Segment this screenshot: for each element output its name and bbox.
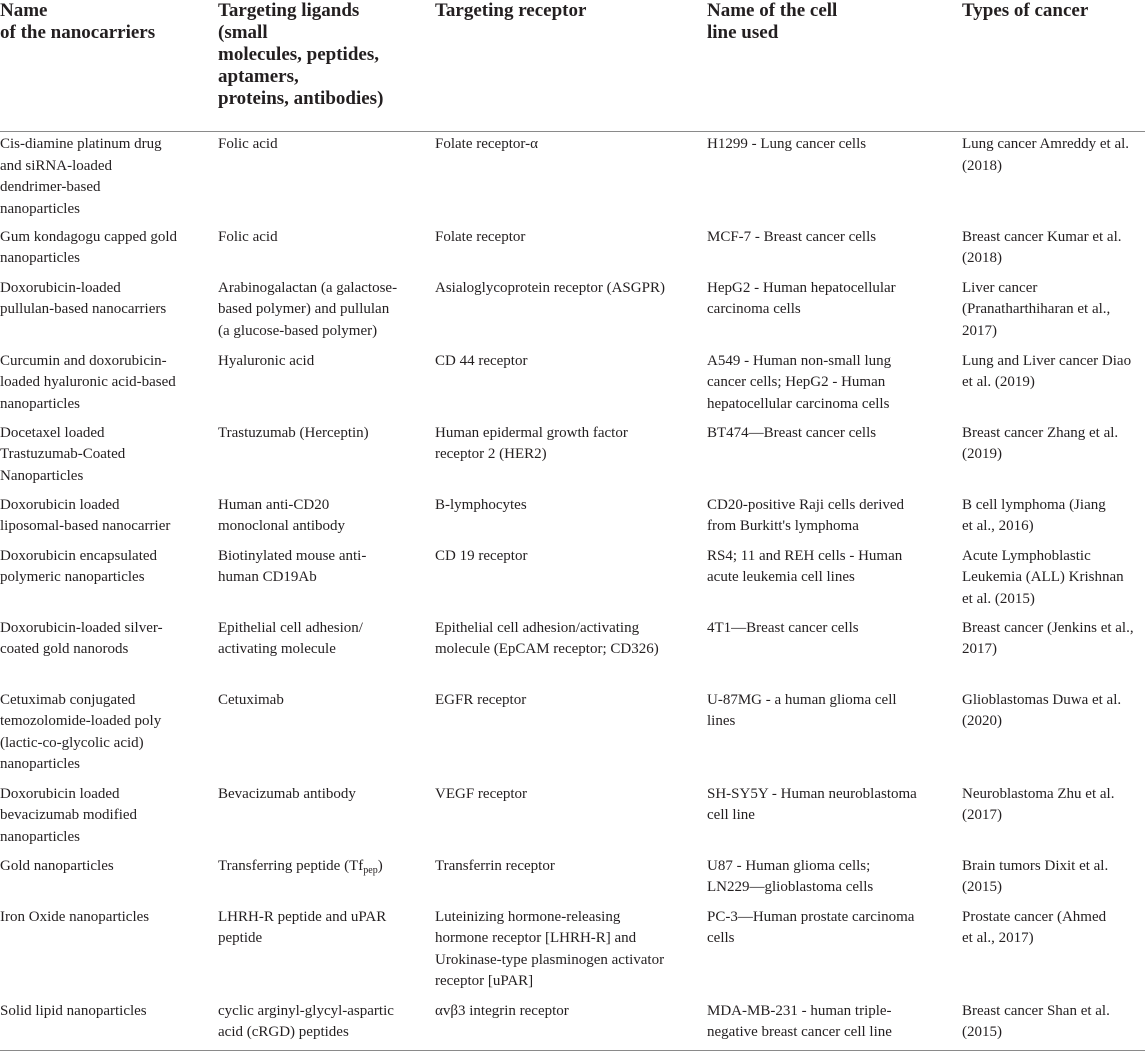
cell-ligand: Folic acid xyxy=(218,136,278,152)
table-row xyxy=(0,421,1145,493)
cell-cell-line: PC-3—Human prostate carcinoma cells xyxy=(707,908,915,946)
ligand-subscript: pep xyxy=(363,864,378,876)
cell-ligand: Epithelial cell adhesion/ activating molecule xyxy=(218,619,363,657)
cell-ligand: cyclic arginyl-glycyl-aspartic acid (cRGD) peptides xyxy=(218,999,435,1051)
cell-cancer: Prostate cancer (Ahmed et al., 2017) xyxy=(962,908,1107,946)
cell-receptor: Folate receptor-α xyxy=(435,136,538,152)
cell-nanocarrier: Docetaxel loaded Trastuzumab-Coated Nanoparticles xyxy=(0,424,126,484)
table-row xyxy=(0,544,1145,616)
cell-receptor: B-lymphocytes xyxy=(435,496,527,513)
cell-cancer: Breast cancer Zhang et al. (2019) xyxy=(962,424,1119,462)
cell-cancer: Neuroblastoma Zhu et al. (2017) xyxy=(962,785,1115,823)
cell-cancer: Brain tumors Dixit et al. (2015) xyxy=(962,857,1109,895)
cell-cancer: Lung and Liver cancer Diao et al. (2019) xyxy=(962,352,1132,390)
cell-cell-line: MDA-MB-231 - human triple- negative breast cancer cell line xyxy=(707,999,962,1051)
cell-ligand: Arabinogalactan (a galactose- based polymer) and pullulan (a glucose-based polymer) xyxy=(218,279,398,339)
cell-nanocarrier: Cetuximab conjugated temozolomide-loaded poly (lactic-co-glycolic acid) nanoparticles xyxy=(0,691,162,772)
table-row xyxy=(0,349,1145,421)
table-row xyxy=(0,276,1145,349)
cell-receptor: CD 19 receptor xyxy=(435,547,528,564)
cell-cancer: Glioblastomas Duwa et al. (2020) xyxy=(962,691,1122,729)
table-row xyxy=(0,493,1145,544)
cell-ligand: LHRH-R peptide and uPAR peptide xyxy=(218,908,387,946)
cell-nanocarrier: Gum kondagogu capped gold nanoparticles xyxy=(0,228,178,266)
table-row xyxy=(0,688,1145,782)
cell-cell-line: MCF-7 - Breast cancer cells xyxy=(707,228,877,245)
cell-receptor: VEGF receptor xyxy=(435,785,528,802)
cell-nanocarrier: Iron Oxide nanoparticles xyxy=(0,908,150,925)
cell-nanocarrier: Gold nanoparticles xyxy=(0,857,114,874)
cell-cell-line: U87 - Human glioma cells; LN229—glioblastoma cells xyxy=(707,857,874,895)
cell-cell-line: HepG2 - Human hepatocellular carcinoma cells xyxy=(707,279,896,317)
table-header xyxy=(0,0,1145,132)
cell-cancer: Acute Lymphoblastic Leukemia (ALL) Krishnan et al. (2015) xyxy=(962,547,1124,607)
cell-nanocarrier: Doxorubicin-loaded pullulan-based nanocarriers xyxy=(0,279,167,317)
header-receptor: Targeting receptor xyxy=(435,0,707,132)
cell-nanocarrier: Curcumin and doxorubicin- loaded hyaluronic acid-based nanoparticles xyxy=(0,352,176,412)
cell-cell-line: H1299 - Lung cancer cells xyxy=(707,136,867,152)
cell-cell-line: BT474—Breast cancer cells xyxy=(707,424,877,441)
table-row xyxy=(0,854,1145,905)
ligand-text: Transferring peptide (Tf xyxy=(218,857,364,874)
cell-receptor: CD 44 receptor xyxy=(435,352,528,369)
cell-receptor: Human epidermal growth factor receptor 2 (HER2) xyxy=(435,424,628,462)
cell-ligand: Trastuzumab (Herceptin) xyxy=(218,424,369,441)
cell-nanocarrier: Solid lipid nanoparticles xyxy=(0,999,218,1051)
cell-nanocarrier: Doxorubicin loaded liposomal-based nanocarrier xyxy=(0,496,171,534)
cell-ligand: Cetuximab xyxy=(218,691,284,708)
cell-cell-line: U-87MG - a human glioma cell lines xyxy=(707,691,897,729)
header-ligand: Targeting ligands (small molecules, peptides, aptamers, proteins, antibodies) xyxy=(218,0,435,132)
cell-receptor: EGFR receptor xyxy=(435,691,527,708)
table-row xyxy=(0,999,1145,1051)
table-row xyxy=(0,782,1145,854)
cell-ligand xyxy=(218,854,435,905)
cell-cancer: Breast cancer Shan et al. (2015) xyxy=(962,999,1145,1051)
cell-nanocarrier: Doxorubicin encapsulated polymeric nanoparticles xyxy=(0,547,158,585)
cell-receptor: Epithelial cell adhesion/activating molecule (EpCAM receptor; CD326) xyxy=(435,619,659,657)
cell-cell-line: SH-SY5Y - Human neuroblastoma cell line xyxy=(707,785,917,823)
cell-ligand: Bevacizumab antibody xyxy=(218,785,356,802)
cell-cancer: Lung cancer Amreddy et al. (2018) xyxy=(962,136,1130,174)
header-cancer: Types of cancer xyxy=(962,0,1145,132)
header-cell-line: Name of the cell line used xyxy=(707,0,962,132)
cell-cell-line: CD20-positive Raji cells derived from Burkitt's lymphoma xyxy=(707,496,905,534)
table-row xyxy=(0,905,1145,999)
cell-cell-line: A549 - Human non-small lung cancer cells; HepG2 - Human hepatocellular carcinoma cells xyxy=(707,352,892,412)
cell-receptor: Folate receptor xyxy=(435,228,526,245)
cell-cell-line: RS4; 11 and REH cells - Human acute leukemia cell lines xyxy=(707,547,903,585)
cell-cell-line: 4T1—Breast cancer cells xyxy=(707,619,859,636)
cell-ligand: Human anti-CD20 monoclonal antibody xyxy=(218,496,346,534)
cell-cancer: B cell lymphoma (Jiang et al., 2016) xyxy=(962,496,1106,534)
cell-cancer: Breast cancer (Jenkins et al., 2017) xyxy=(962,619,1134,657)
table-body xyxy=(0,132,1145,1051)
header-nanocarrier: Name of the nanocarriers xyxy=(0,0,218,132)
cell-cancer: Liver cancer (Pranatharthiharan et al., 2017) xyxy=(962,279,1111,339)
cell-receptor: Asialoglycoprotein receptor (ASGPR) xyxy=(435,279,665,296)
table-row xyxy=(0,132,1145,225)
cell-receptor: αvβ3 integrin receptor xyxy=(435,999,707,1051)
cell-nanocarrier: Cis-diamine platinum drug and siRNA-loaded dendrimer-based nanoparticles xyxy=(0,136,162,217)
table-row xyxy=(0,616,1145,688)
ligand-tail: ) xyxy=(377,857,383,874)
cell-receptor: Transferrin receptor xyxy=(435,857,555,874)
table-row xyxy=(0,225,1145,276)
header-row xyxy=(0,0,1145,132)
cell-ligand: Folic acid xyxy=(218,228,278,245)
cell-ligand: Hyaluronic acid xyxy=(218,352,315,369)
cell-nanocarrier: Doxorubicin loaded bevacizumab modified nanoparticles xyxy=(0,785,138,845)
cell-cancer: Breast cancer Kumar et al. (2018) xyxy=(962,228,1122,266)
cell-nanocarrier: Doxorubicin-loaded silver- coated gold nanorods xyxy=(0,619,163,657)
cell-ligand: Biotinylated mouse anti- human CD19Ab xyxy=(218,547,367,585)
cell-receptor: Luteinizing hormone-releasing hormone receptor [LHRH-R] and Urokinase-type plasminogen activator receptor [uPAR] xyxy=(435,908,665,989)
